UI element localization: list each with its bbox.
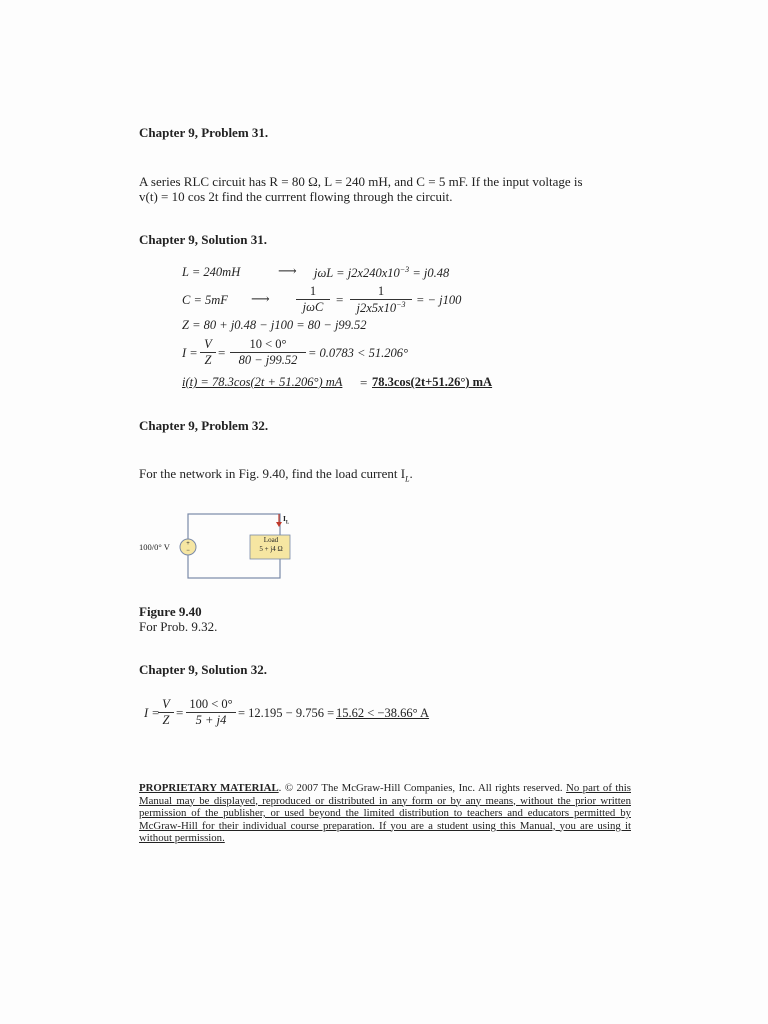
equation-l-lhs: L = 240mH [182,265,241,279]
equation-32-final: 15.62 < −38.66° A [336,706,430,720]
figure-caption-text: For Prob. 9.32. [139,619,218,634]
equation-l-result: = j0.48 [412,266,450,281]
current-label: $I_L$ [283,514,290,526]
equation-l-exponent: −3 [399,265,410,274]
equation-32-fraction2: $\frac{100 < 0^\circ}{5 + j4}$ [186,697,236,728]
equation-l-rhs: $j\omega L = j2x240x10^{-3} = j0.48$ [314,265,450,281]
load-label: Load 5 + j4 Ω [259,536,283,553]
equation-it-final: 78.3cos(2t+51.26°) mA [372,375,493,389]
equation-c-lhs: C = 5mF [182,293,228,307]
equation-z: Z = 80 + j0.48 − j100 = 80 − j99.52 [182,318,367,332]
problem-31-text-line2: v(t) = 10 cos 2t find the currrent flowing through the circuit. [139,189,453,204]
svg-text:−: − [186,548,190,554]
equation-c-result: = − j100 [416,293,462,307]
equation-i-fraction1: $\frac{V}{Z}$ [200,337,216,368]
svg-text:+: + [186,541,190,547]
arrow-icon: ⟶ [251,291,270,306]
problem-31-heading: Chapter 9, Problem 31. [139,125,269,140]
problem-32-text: For the network in Fig. 9.40, find the load current $I_L$. [139,466,413,484]
equation-c-fraction2: $\frac{1}{j2x5x10^{-3}}$ [350,284,412,316]
equation-c-fraction1: 1 jωC [296,284,330,315]
document-page: Chapter 9, Problem 31. A series RLC circuit has R = 80 Ω, L = 240 mH, and C = 5 mF. If the input voltage is v(t) = 10 cos 2t find the currrent flowing through the circuit. Chapter 9, Solution 31. L = 240mH ⟶ $j\omega L = j2x240x10^{-3} = j0.48$ C = 5mF ⟶ 1 jωC = $\frac{1}{j2x5x10^{-3}}$ = − j100 Z = 80 + j0.48 − j100 = 80 − j99.52 I = $\frac{V}{Z}$ = $\frac{10 < 0^\circ}{80 - j99.52}$ = 0.0783 < 51.206° i(t) = 78.3cos(2t + 51.206°) mA = 78.3cos(2t+51.26°) mA Chapter 9, Problem 32. For the network in Fig. 9.40, find the load current $I_L$. + − 100/0° V $I_L$ Load 5 + j4 Ω Figure 9.40 For Prob. 9.32. Chapter 9, Solution 32. I = $\frac{V}{Z}$ = $\frac{100 < 0^\circ}{5 + j4}$ = 12.195 − 9.756 = 15.62 < −38.66° A PROPRIETARY MATERIAL. © 2007 The McGraw-Hill Companies, Inc. All rights reserved. No part of this Manual may be displayed, reproduced or distributed in any form or by any means, without the prior written permission of the publisher, or used beyond the limited distribution to teachers and educators permitted by McGraw-Hill for their individual course preparation. If you are a student using this Manual, you are using it without permission. [0,0,768,1024]
equation-i-fraction2: $\frac{10 < 0^\circ}{80 - j99.52}$ [230,337,306,368]
equation-i-result: = 0.0783 < 51.206° [308,346,408,360]
equation-32-fraction1: $\frac{V}{Z}$ [158,697,174,728]
problem-31-text-line1: A series RLC circuit has R = 80 Ω, L = 240 mH, and C = 5 mF. If the input voltage is [139,174,583,189]
equation-32-result: = 12.195 − 9.756 = [238,706,335,720]
equation-32-lhs: I = [144,706,160,720]
equation-it: i(t) = 78.3cos(2t + 51.206°) mA [182,375,343,389]
solution-32-heading: Chapter 9, Solution 32. [139,662,267,677]
solution-31-heading: Chapter 9, Solution 31. [139,232,267,247]
arrow-icon: ⟶ [278,263,297,278]
proprietary-footer: PROPRIETARY MATERIAL. © 2007 The McGraw-Hill Companies, Inc. All rights reserved. No part of this Manual may be displayed, reproduced or distributed in any form or by any means, without the prior written permission of the publisher, or used beyond the limited distribution to teachers and educators permitted by McGraw-Hill for their individual course preparation. If you are a student using this Manual, you are using it without permission. [139,782,631,844]
problem-32-heading: Chapter 9, Problem 32. [139,418,269,433]
source-label: 100/0° V [139,542,170,552]
figure-caption-title: Figure 9.40 [139,604,202,619]
equation-i-lhs: I = [182,346,198,360]
equation-it-equals: = [360,375,368,390]
